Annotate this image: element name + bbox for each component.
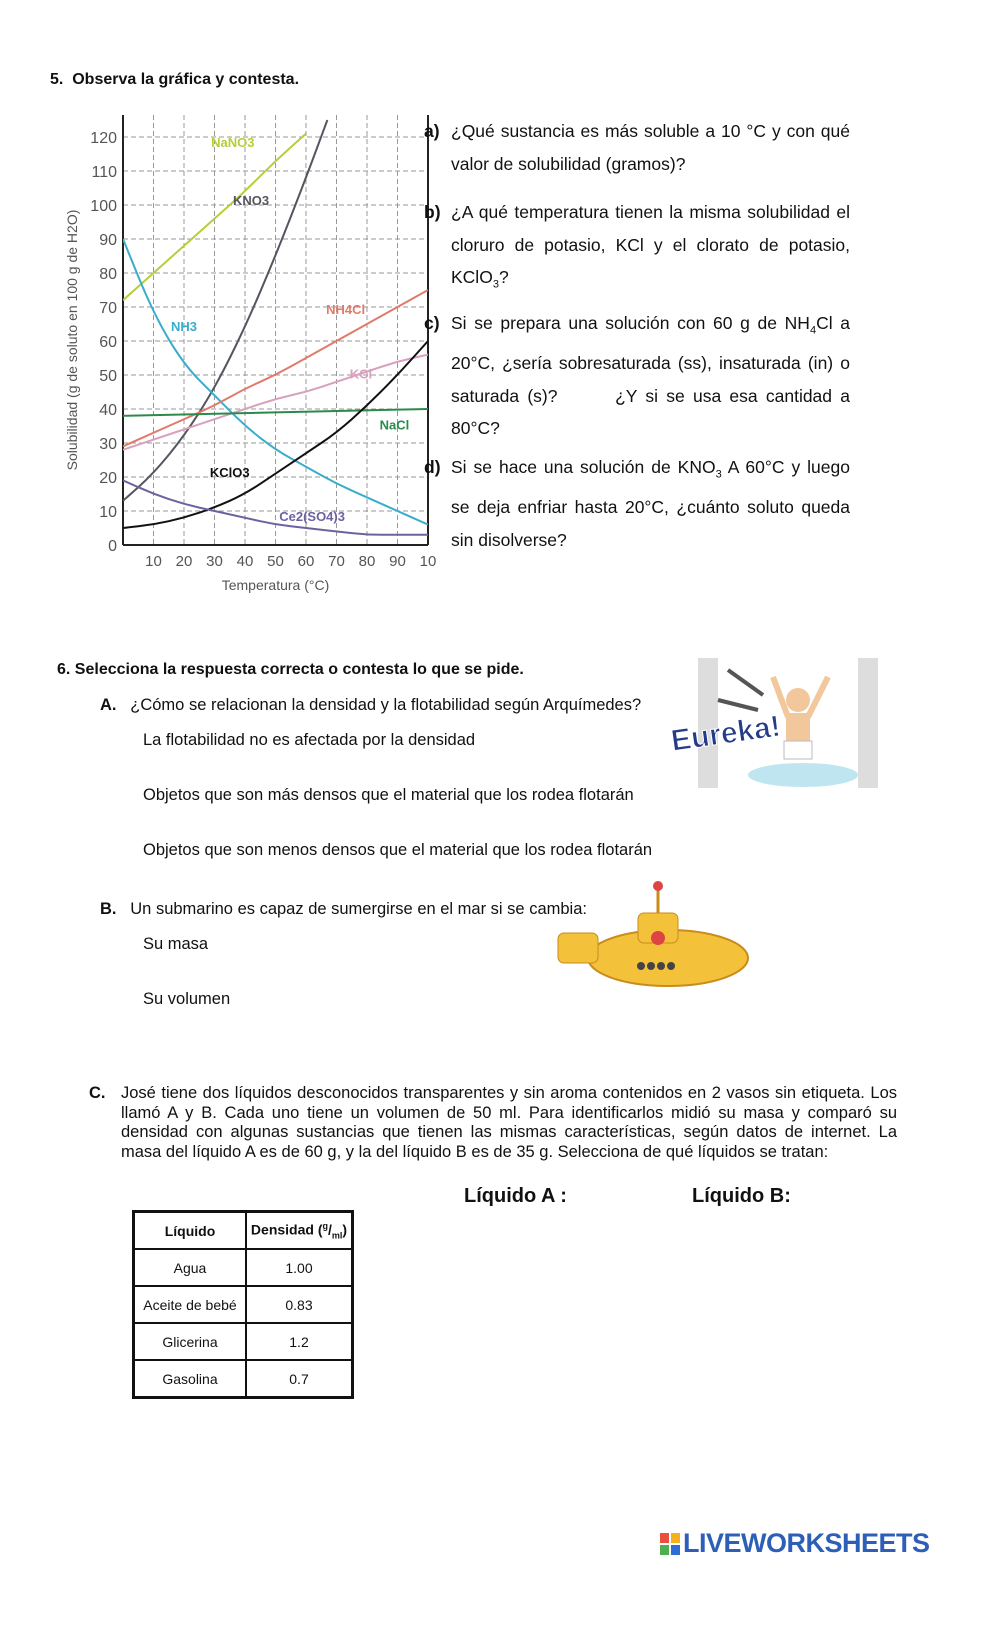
x-tick-label: 20 bbox=[175, 553, 193, 570]
column-right bbox=[858, 658, 878, 788]
y-tick-label: 30 bbox=[99, 436, 117, 453]
x-tick-label: 90 bbox=[389, 553, 406, 570]
cell-liquid: Gasolina bbox=[134, 1360, 247, 1398]
y-tick-label: 50 bbox=[99, 368, 117, 385]
series-label: NH3 bbox=[170, 318, 198, 334]
question-text-part: Si se prepara una solución con 60 g de NH bbox=[451, 313, 810, 333]
q6a-text: ¿Cómo se relacionan la densidad y la flotabilidad según Arquímedes? bbox=[130, 696, 642, 714]
y-tick-label: 90 bbox=[99, 232, 117, 249]
y-tick-label: 100 bbox=[90, 198, 117, 215]
q6a-question bbox=[100, 696, 641, 715]
q6a-letter: A. bbox=[100, 696, 117, 714]
logo-text: LIVEWORKSHEETS bbox=[683, 1528, 930, 1558]
table-row bbox=[134, 1286, 353, 1323]
question-text-part: Cl a 20°C, ¿sería sobresaturada (ss), insaturada (in) o saturada (s)? ¿Y si se usa esa cantidad a 80°C? bbox=[451, 313, 855, 438]
cell-liquid: Glicerina bbox=[134, 1323, 247, 1360]
y-tick-label: 60 bbox=[99, 334, 117, 351]
y-axis-label: Solubilidad (g de soluto en 100 g de H2O) bbox=[64, 209, 80, 471]
header-density: Densidad $(^g/_{ml})$ bbox=[246, 1212, 353, 1250]
x-tick-label: 60 bbox=[297, 553, 315, 570]
question-text bbox=[451, 115, 850, 180]
cell-density: 0.7 bbox=[246, 1360, 353, 1398]
table-header-row bbox=[134, 1212, 353, 1250]
cell-density: 1.2 bbox=[246, 1323, 353, 1360]
table-row bbox=[134, 1323, 353, 1360]
q5-question-d bbox=[424, 451, 855, 556]
question-text-part: ¿A qué temperatura tienen la misma solubilidad el cloruro de potasio, KCl y el clorato de potasio, KClO bbox=[451, 202, 850, 287]
liveworksheets-logo[interactable] bbox=[660, 1528, 930, 1559]
x-tick-label: 80 bbox=[358, 553, 376, 570]
series-label: NaNO3 bbox=[211, 135, 255, 151]
question-letter: b) bbox=[424, 202, 441, 222]
q5-heading bbox=[50, 71, 299, 89]
question-text bbox=[451, 196, 850, 301]
cell-density: 1.00 bbox=[246, 1249, 353, 1286]
cell-density: 0.83 bbox=[246, 1286, 353, 1323]
x-tick-label: 50 bbox=[267, 553, 284, 570]
y-tick-label: 10 bbox=[99, 504, 117, 521]
y-tick-label: 110 bbox=[91, 164, 117, 181]
y-tick-label: 20 bbox=[99, 470, 117, 487]
eureka-text: Eureka! bbox=[669, 709, 783, 758]
x-axis-label: Temperatura (°C) bbox=[221, 577, 330, 593]
subscript: 4 bbox=[809, 324, 817, 337]
series-label: NH4Cl bbox=[326, 301, 366, 317]
header-density-label: Densidad ( bbox=[250, 1221, 323, 1238]
x-tick-label: 70 bbox=[328, 553, 345, 570]
question-text-part: Si se hace una solución de KNO bbox=[451, 457, 716, 477]
archimedes-head bbox=[786, 688, 810, 712]
eureka-illustration bbox=[668, 655, 888, 790]
y-tick-label: 80 bbox=[99, 266, 117, 283]
question-letter: a) bbox=[424, 121, 440, 141]
q6b-text: Un submarino es capaz de sumergirse en el mar si se cambia: bbox=[130, 900, 587, 918]
unit-den: ml bbox=[331, 1230, 343, 1241]
q6a-option-3[interactable]: Objetos que son menos densos que el material que los rodea flotarán bbox=[143, 841, 653, 859]
series-label: KCl bbox=[349, 366, 373, 382]
q6b-question bbox=[100, 900, 587, 919]
solubility-chart bbox=[60, 115, 437, 593]
q5-question-a bbox=[424, 115, 850, 180]
q6b-option-2[interactable]: Su volumen bbox=[143, 990, 231, 1008]
unit-num: g bbox=[322, 1220, 328, 1231]
submarine-illustration bbox=[553, 878, 753, 993]
density-table bbox=[132, 1210, 354, 1399]
q6c-text: José tiene dos líquidos desconocidos transparentes y sin aroma contenidos en 2 vasos sin etiqueta. Los llamó A y B. Cada uno tiene un volumen de 50 ml. Para identificarlos midió su masa y comparó su densidad con algunas sustancias que tienen las mismas características, según datos de internet. La masa del líquido A es de 60 g, y la del líquido B es de 35 g. Selecciona de qué líquidos se tratan: bbox=[121, 1084, 897, 1161]
series-label: Ce2(SO4)3 bbox=[279, 509, 345, 525]
question-text bbox=[451, 451, 855, 556]
logo-icon bbox=[660, 1533, 680, 1555]
q6-heading bbox=[57, 661, 524, 679]
liquid-b-label: Líquido B: bbox=[692, 1185, 791, 1207]
series-label: KClO3 bbox=[209, 465, 250, 480]
q5-number: 5. bbox=[50, 71, 64, 88]
question-letter: d) bbox=[424, 457, 441, 477]
y-tick-label: 0 bbox=[108, 538, 117, 555]
question-text-part: A 60°C y luego se deja enfriar hasta 20°C, ¿cuánto soluto queda sin disolverse? bbox=[451, 457, 855, 550]
q6b-letter: B. bbox=[100, 900, 117, 918]
question-letter: c) bbox=[424, 313, 440, 333]
series-label: NaCl bbox=[379, 417, 410, 433]
q6-title: Selecciona la respuesta correcta o contesta lo que se pide. bbox=[74, 661, 524, 678]
x-tick-label: 10 bbox=[419, 553, 437, 570]
q6a-option-1[interactable]: La flotabilidad no es afectada por la densidad bbox=[143, 731, 476, 749]
x-tick-label: 40 bbox=[236, 553, 254, 570]
y-tick-label: 70 bbox=[99, 300, 117, 317]
q5-question-b bbox=[424, 196, 850, 301]
bathtub-icon bbox=[748, 763, 858, 787]
liquid-a-label: Líquido A : bbox=[464, 1185, 567, 1207]
series-label: KNO3 bbox=[233, 193, 270, 208]
question-text-part: ? bbox=[498, 267, 509, 287]
subscript: 3 bbox=[715, 468, 722, 481]
table-row bbox=[134, 1249, 353, 1286]
question-text bbox=[451, 307, 855, 445]
x-tick-label: 30 bbox=[206, 553, 223, 570]
q6-number: 6. bbox=[57, 661, 71, 678]
subscript: 3 bbox=[492, 278, 499, 291]
q6c-letter: C. bbox=[89, 1084, 106, 1102]
question-text-part: ¿Qué sustancia es más soluble a 10 °C y con qué valor de solubilidad (gramos)? bbox=[451, 121, 850, 174]
cell-liquid: Agua bbox=[134, 1249, 247, 1286]
x-tick-label: 10 bbox=[145, 553, 162, 570]
q6b-option-1[interactable]: Su masa bbox=[143, 935, 209, 953]
header-liquid: Líquido bbox=[134, 1212, 247, 1250]
cell-liquid: Aceite de bebé bbox=[134, 1286, 247, 1323]
q5-title: Observa la gráfica y contesta. bbox=[72, 71, 300, 88]
table-row bbox=[134, 1360, 353, 1398]
q6a-option-2[interactable]: Objetos que son más densos que el material que los rodea flotarán bbox=[143, 786, 634, 804]
q5-question-c bbox=[424, 307, 855, 445]
y-tick-label: 120 bbox=[90, 130, 117, 147]
y-tick-label: 40 bbox=[99, 402, 117, 419]
